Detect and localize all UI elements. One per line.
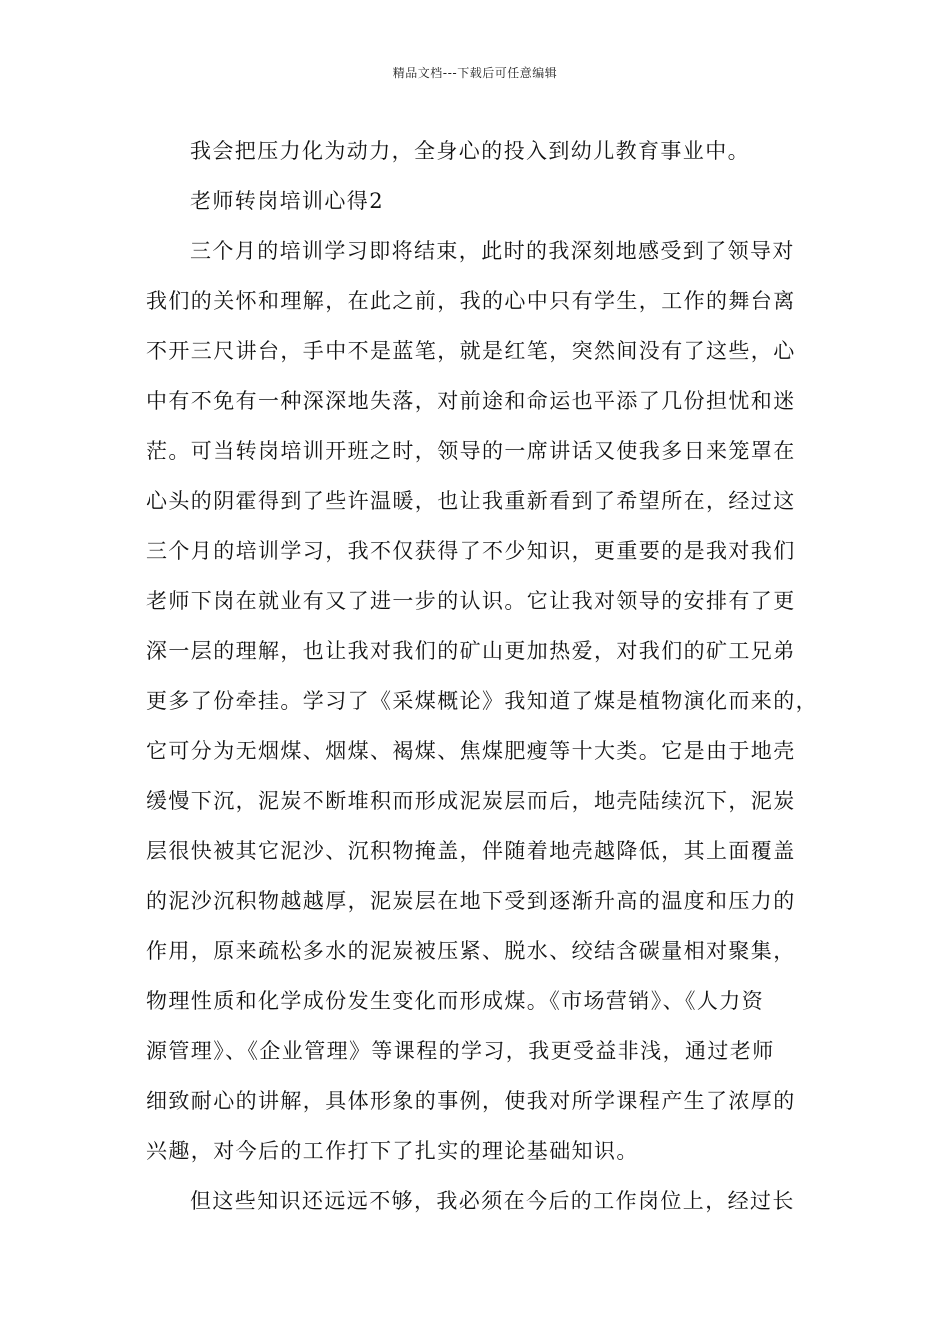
text-line: 三个月的培训学习，我不仅获得了不少知识，更重要的是我对我们 xyxy=(146,539,796,563)
text-line: 我会把压力化为动力，全身心的投入到幼儿教育事业中。 xyxy=(190,139,750,163)
text-line: 的泥沙沉积物越越厚，泥炭层在地下受到逐渐升高的温度和压力的 xyxy=(146,889,796,913)
text-line: 中有不免有一种深深地失落，对前途和命运也平添了几份担忧和迷 xyxy=(146,389,796,413)
text-line: 心头的阴霍得到了些许温暖，也让我重新看到了希望所在，经过这 xyxy=(146,489,796,513)
text-line: 细致耐心的讲解，具体形象的事例，使我对所学课程产生了浓厚的 xyxy=(146,1089,796,1113)
text-line: 老师下岗在就业有又了进一步的认识。它让我对领导的安排有了更 xyxy=(146,589,796,613)
text-line: 层很快被其它泥沙、沉积物掩盖，伴随着地壳越降低，其上面覆盖 xyxy=(146,839,796,863)
text-line: 不开三尺讲台，手中不是蓝笔，就是红笔，突然间没有了这些，心 xyxy=(146,339,796,363)
text-line: 作用，原来疏松多水的泥炭被压紧、脱水、绞结含碳量相对聚集， xyxy=(146,939,796,963)
text-line: 深一层的理解，也让我对我们的矿山更加热爱，对我们的矿工兄弟 xyxy=(146,639,796,663)
text-line: 它可分为无烟煤、烟煤、褐煤、焦煤肥瘦等十大类。它是由于地壳 xyxy=(146,739,796,763)
text-line: 我们的关怀和理解，在此之前，我的心中只有学生，工作的舞台离 xyxy=(146,289,796,313)
text-line: 缓慢下沉，泥炭不断堆积而形成泥炭层而后，地壳陆续沉下，泥炭 xyxy=(146,789,796,813)
section-title: 老师转岗培训心得2 xyxy=(190,189,384,213)
text-line: 源管理》、《企业管理》等课程的学习，我更受益非浅，通过老师 xyxy=(146,1039,775,1063)
text-line: 更多了份牵挂。学习了《采煤概论》我知道了煤是植物演化而来的， xyxy=(146,689,818,713)
page-header: 精品文档---下载后可任意编辑 xyxy=(392,66,558,80)
text-line: 三个月的培训学习即将结束，此时的我深刻地感受到了领导对 xyxy=(190,239,795,263)
text-line: 但这些知识还远远不够，我必须在今后的工作岗位上，经过长 xyxy=(190,1189,795,1213)
text-line: 物理性质和化学成份发生变化而形成煤。《市场营销》、《人力资 xyxy=(146,989,765,1013)
text-line: 兴趣，对今后的工作打下了扎实的理论基础知识。 xyxy=(146,1139,639,1163)
text-line: 茫。可当转岗培训开班之时，领导的一席讲话又使我多日来笼罩在 xyxy=(146,439,796,463)
